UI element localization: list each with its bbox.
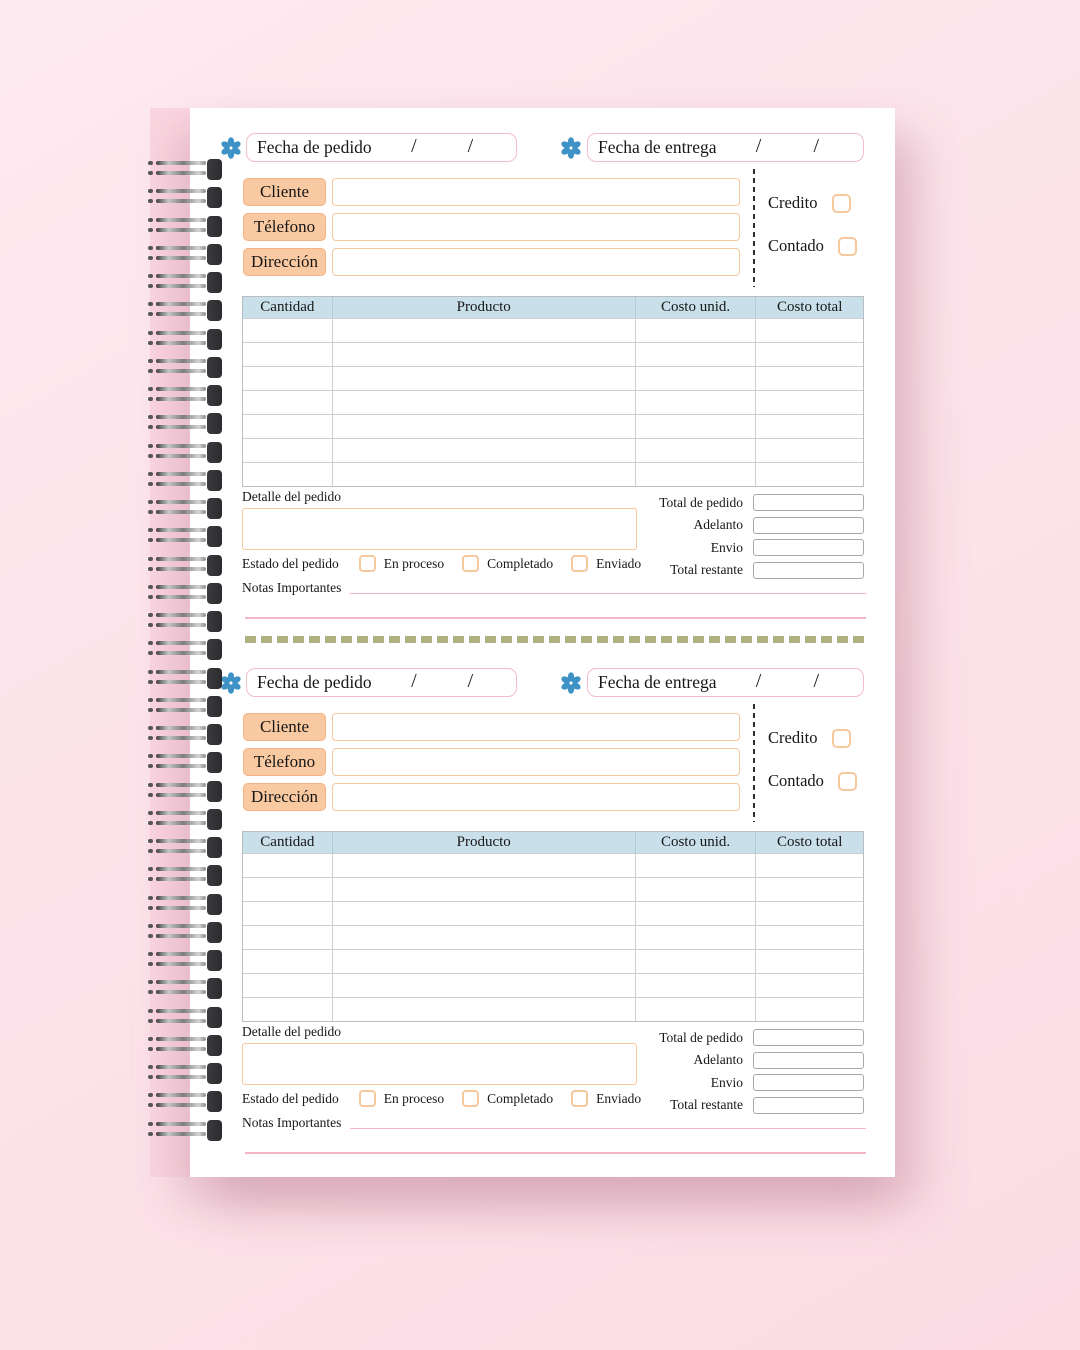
table-cell[interactable] xyxy=(636,391,757,414)
delivery-date-label: Fecha de entrega xyxy=(598,672,717,692)
table-cell[interactable] xyxy=(243,463,333,486)
status-label: Estado del pedido xyxy=(242,555,339,571)
products-table xyxy=(242,831,864,1022)
spiral-coil xyxy=(148,838,223,859)
table-row xyxy=(243,390,863,414)
table-header-row xyxy=(243,297,863,318)
cash-label: Contado xyxy=(768,771,824,790)
spiral-coil xyxy=(148,330,223,351)
cash-row xyxy=(768,236,857,256)
spiral-coil xyxy=(148,1036,223,1057)
table-cell[interactable] xyxy=(756,319,863,342)
flower-icon xyxy=(220,137,242,159)
table-row xyxy=(243,997,863,1021)
table-row xyxy=(243,462,863,486)
phone-input[interactable] xyxy=(332,748,740,776)
table-cell[interactable] xyxy=(243,391,333,414)
spiral-coil xyxy=(148,217,223,238)
date-slash-icon: / xyxy=(411,135,417,157)
payment-divider xyxy=(753,704,755,822)
order-form-section xyxy=(190,668,895,1168)
table-cell[interactable] xyxy=(756,367,863,390)
table-cell[interactable] xyxy=(756,343,863,366)
table-cell[interactable] xyxy=(636,926,757,949)
table-cell[interactable] xyxy=(756,878,863,901)
address-input[interactable] xyxy=(332,783,740,811)
table-row xyxy=(243,973,863,997)
table-row xyxy=(243,925,863,949)
order-form-section xyxy=(190,133,895,633)
address-label: Dirección xyxy=(243,783,326,811)
delivery-date-field[interactable] xyxy=(587,133,864,162)
notes-writing-line[interactable] xyxy=(350,1115,866,1129)
detail-label: Detalle del pedido xyxy=(242,489,341,504)
detail-input[interactable] xyxy=(242,508,637,550)
table-row xyxy=(243,366,863,390)
table-header-row xyxy=(243,832,863,853)
table-cell[interactable] xyxy=(243,926,333,949)
shipping-label: Envio xyxy=(710,1074,743,1090)
column-header-cantidad: Cantidad xyxy=(243,832,333,853)
spiral-coil xyxy=(148,1008,223,1029)
notes-label: Notas Importantes xyxy=(242,580,342,595)
table-cell[interactable] xyxy=(636,367,757,390)
spiral-coil xyxy=(148,951,223,972)
table-cell[interactable] xyxy=(756,391,863,414)
shipping-row xyxy=(610,1074,864,1092)
phone-label: Télefono xyxy=(243,213,326,241)
table-cell[interactable] xyxy=(756,439,863,462)
status-option-completado: Completado xyxy=(487,1090,554,1106)
spiral-coil xyxy=(148,612,223,633)
column-header-producto: Producto xyxy=(333,297,636,318)
column-header-costo-unid: Costo unid. xyxy=(636,832,757,853)
order-form-page xyxy=(190,108,895,1177)
table-cell[interactable] xyxy=(636,463,757,486)
client-label: Cliente xyxy=(243,178,326,206)
advance-input[interactable] xyxy=(753,1052,864,1069)
spiral-coil xyxy=(148,979,223,1000)
detail-label: Detalle del pedido xyxy=(242,1024,341,1039)
order-date-field[interactable] xyxy=(246,133,517,162)
spiral-coil xyxy=(148,866,223,887)
order-status-row xyxy=(242,555,659,572)
phone-input[interactable] xyxy=(332,213,740,241)
table-cell[interactable] xyxy=(636,854,757,877)
table-cell[interactable] xyxy=(243,343,333,366)
status-checkbox-completado[interactable] xyxy=(462,1090,479,1107)
table-row xyxy=(243,414,863,438)
spiral-coil xyxy=(148,188,223,209)
order-total-label: Total de pedido xyxy=(659,1029,743,1045)
table-cell[interactable] xyxy=(333,367,636,390)
table-cell[interactable] xyxy=(243,854,333,877)
address-input[interactable] xyxy=(332,248,740,276)
spiral-coil xyxy=(148,443,223,464)
spiral-coil xyxy=(148,895,223,916)
notes-writing-line[interactable] xyxy=(350,580,866,594)
section-separator-dashed xyxy=(245,636,866,643)
table-cell[interactable] xyxy=(636,878,757,901)
credit-checkbox[interactable] xyxy=(832,194,851,213)
delivery-date-label: Fecha de entrega xyxy=(598,137,717,157)
status-option-enviado: Enviado xyxy=(596,555,642,571)
table-cell[interactable] xyxy=(333,463,636,486)
spiral-coil xyxy=(148,1064,223,1085)
credit-row xyxy=(768,193,851,213)
table-row xyxy=(243,342,863,366)
spiral-coil xyxy=(148,527,223,548)
table-row xyxy=(243,901,863,925)
flower-icon xyxy=(220,672,242,694)
spiral-coil xyxy=(148,1121,223,1142)
spiral-coil xyxy=(148,1092,223,1113)
table-cell[interactable] xyxy=(333,974,636,997)
table-row xyxy=(243,877,863,901)
status-option-en-proceso: En proceso xyxy=(383,555,445,571)
date-slash-icon: / xyxy=(467,670,474,692)
credit-label: Credito xyxy=(768,193,818,212)
spiral-coil xyxy=(148,640,223,661)
credit-row xyxy=(768,728,851,748)
payment-divider xyxy=(753,169,755,287)
order-total-row xyxy=(610,494,864,512)
spiral-coil xyxy=(148,669,223,690)
table-cell[interactable] xyxy=(333,902,636,925)
section-divider-line xyxy=(245,1152,866,1154)
spiral-coil xyxy=(148,923,223,944)
spiral-coil xyxy=(148,245,223,266)
flower-icon xyxy=(560,137,582,159)
delivery-date-field[interactable] xyxy=(587,668,864,697)
cash-checkbox[interactable] xyxy=(838,772,857,791)
order-total-row xyxy=(610,1029,864,1047)
credit-checkbox[interactable] xyxy=(832,729,851,748)
table-cell[interactable] xyxy=(333,878,636,901)
column-header-costo-unid: Costo unid. xyxy=(636,297,757,318)
table-row xyxy=(243,949,863,973)
order-total-input[interactable] xyxy=(753,494,864,511)
advance-label: Adelanto xyxy=(693,517,743,533)
table-cell[interactable] xyxy=(756,415,863,438)
products-table xyxy=(242,296,864,487)
table-cell[interactable] xyxy=(636,415,757,438)
remaining-input[interactable] xyxy=(753,562,864,579)
table-cell[interactable] xyxy=(243,974,333,997)
table-cell[interactable] xyxy=(333,926,636,949)
table-cell[interactable] xyxy=(333,415,636,438)
table-cell[interactable] xyxy=(333,854,636,877)
date-slash-icon: / xyxy=(755,135,762,157)
credit-label: Credito xyxy=(768,728,818,747)
table-row xyxy=(243,438,863,462)
table-cell[interactable] xyxy=(756,950,863,973)
table-cell[interactable] xyxy=(333,391,636,414)
table-cell[interactable] xyxy=(756,854,863,877)
status-label: Estado del pedido xyxy=(242,1090,339,1106)
spiral-coil xyxy=(148,782,223,803)
flower-icon xyxy=(560,672,582,694)
client-input[interactable] xyxy=(332,178,740,206)
order-date-label: Fecha de pedido xyxy=(257,672,372,692)
shipping-label: Envio xyxy=(710,539,743,555)
table-cell[interactable] xyxy=(243,439,333,462)
table-cell[interactable] xyxy=(636,439,757,462)
cash-label: Contado xyxy=(768,236,824,255)
column-header-costo-total: Costo total xyxy=(776,299,843,315)
column-header-cantidad: Cantidad xyxy=(243,297,333,318)
table-cell[interactable] xyxy=(756,902,863,925)
spiral-coil xyxy=(148,414,223,435)
spiral-coil xyxy=(148,471,223,492)
status-checkbox-enviado[interactable] xyxy=(571,1090,588,1107)
date-slash-icon: / xyxy=(755,670,762,692)
table-cell[interactable] xyxy=(243,902,333,925)
phone-label: Télefono xyxy=(243,748,326,776)
table-cell[interactable] xyxy=(636,974,757,997)
notes-label: Notas Importantes xyxy=(242,1115,342,1130)
table-cell[interactable] xyxy=(636,319,757,342)
status-option-completado: Completado xyxy=(487,555,554,571)
spiral-coil xyxy=(148,499,223,520)
remaining-label: Total restante xyxy=(670,1097,743,1113)
order-date-field[interactable] xyxy=(246,668,517,697)
date-slash-icon: / xyxy=(411,670,417,692)
advance-label: Adelanto xyxy=(693,1052,743,1068)
table-cell[interactable] xyxy=(756,926,863,949)
remaining-label: Total restante xyxy=(670,562,743,578)
table-cell[interactable] xyxy=(333,950,636,973)
table-cell[interactable] xyxy=(756,463,863,486)
table-cell[interactable] xyxy=(243,415,333,438)
advance-row xyxy=(610,517,864,535)
spiral-coil xyxy=(148,273,223,294)
spiral-coil xyxy=(148,556,223,577)
spiral-coil xyxy=(148,386,223,407)
spiral-coil xyxy=(148,697,223,718)
date-slash-icon: / xyxy=(813,135,820,157)
table-cell[interactable] xyxy=(756,998,863,1021)
section-divider-line xyxy=(245,617,866,619)
table-cell[interactable] xyxy=(243,950,333,973)
client-input[interactable] xyxy=(332,713,740,741)
shipping-input[interactable] xyxy=(753,1074,864,1091)
spiral-coil xyxy=(148,810,223,831)
status-checkbox-en-proceso[interactable] xyxy=(359,1090,376,1107)
table-row xyxy=(243,853,863,877)
detail-input[interactable] xyxy=(242,1043,637,1085)
advance-row xyxy=(610,1052,864,1070)
cash-row xyxy=(768,771,857,791)
table-cell[interactable] xyxy=(636,902,757,925)
spiral-coil xyxy=(148,753,223,774)
table-cell[interactable] xyxy=(636,343,757,366)
order-date-label: Fecha de pedido xyxy=(257,137,372,157)
shipping-input[interactable] xyxy=(753,539,864,556)
spiral-coil xyxy=(148,725,223,746)
table-row xyxy=(243,318,863,342)
status-option-en-proceso: En proceso xyxy=(383,1090,445,1106)
order-total-input[interactable] xyxy=(753,1029,864,1046)
date-slash-icon: / xyxy=(813,670,820,692)
status-checkbox-completado[interactable] xyxy=(462,555,479,572)
cash-checkbox[interactable] xyxy=(838,237,857,256)
address-label: Dirección xyxy=(243,248,326,276)
column-header-producto: Producto xyxy=(333,832,636,853)
table-cell[interactable] xyxy=(636,998,757,1021)
table-cell[interactable] xyxy=(243,878,333,901)
table-cell[interactable] xyxy=(333,343,636,366)
table-cell[interactable] xyxy=(243,998,333,1021)
table-cell[interactable] xyxy=(333,439,636,462)
shipping-row xyxy=(610,539,864,557)
table-cell[interactable] xyxy=(243,367,333,390)
table-cell[interactable] xyxy=(333,319,636,342)
table-cell[interactable] xyxy=(243,319,333,342)
status-checkbox-enviado[interactable] xyxy=(571,555,588,572)
order-total-label: Total de pedido xyxy=(659,494,743,510)
spiral-coil xyxy=(148,358,223,379)
status-checkbox-en-proceso[interactable] xyxy=(359,555,376,572)
spiral-coil xyxy=(148,301,223,322)
column-header-costo-total: Costo total xyxy=(776,834,843,850)
spiral-coil xyxy=(148,584,223,605)
remaining-input[interactable] xyxy=(753,1097,864,1114)
client-label: Cliente xyxy=(243,713,326,741)
date-slash-icon: / xyxy=(467,135,474,157)
advance-input[interactable] xyxy=(753,517,864,534)
table-cell[interactable] xyxy=(636,950,757,973)
spiral-coil xyxy=(148,160,223,181)
status-option-enviado: Enviado xyxy=(596,1090,642,1106)
order-status-row xyxy=(242,1090,659,1107)
table-cell[interactable] xyxy=(756,974,863,997)
table-cell[interactable] xyxy=(333,998,636,1021)
